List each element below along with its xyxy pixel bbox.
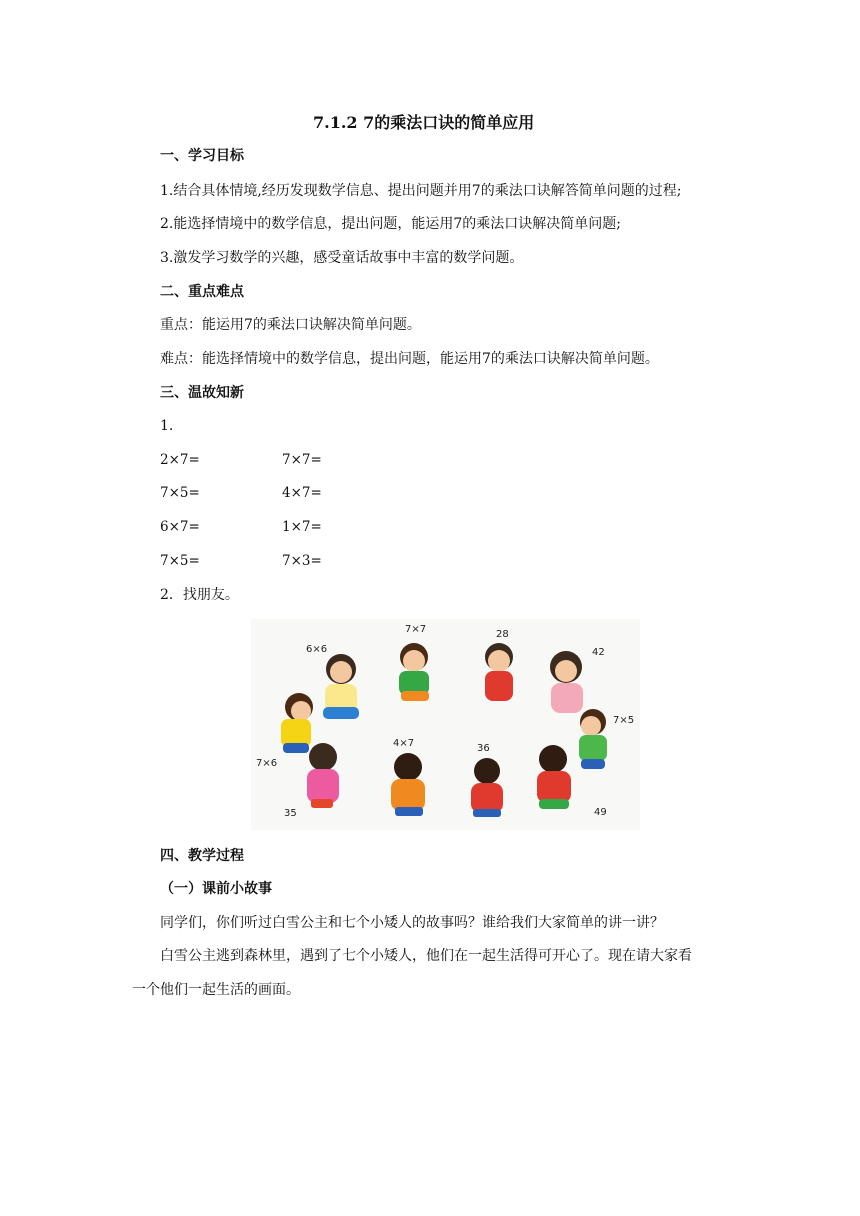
equation-left: 7×5= xyxy=(160,553,200,569)
picture-label: 4×7 xyxy=(393,738,415,749)
equation-right: 7×7= xyxy=(282,452,322,468)
review-question-2-label: 2．找朋友。 xyxy=(160,587,239,603)
picture-label: 6×6 xyxy=(306,644,328,655)
child-figure xyxy=(550,651,583,713)
picture-label: 42 xyxy=(592,647,605,658)
child-figure xyxy=(579,709,607,769)
objective-item-2: 2.能选择情境中的数学信息，提出问题，能运用7的乘法口诀解决简单问题; xyxy=(160,216,621,232)
review-question-1-label: 1. xyxy=(160,418,174,434)
picture-label: 7×7 xyxy=(405,624,427,635)
child-figure xyxy=(471,758,503,817)
section-heading-key-points: 二、重点难点 xyxy=(160,284,244,300)
child-figure xyxy=(281,693,313,753)
section-heading-objectives: 一、学习目标 xyxy=(160,148,244,164)
objective-item-3: 3.激发学习数学的兴趣，感受童话故事中丰富的数学问题。 xyxy=(160,250,524,266)
child-figure xyxy=(323,654,359,719)
picture-label: 28 xyxy=(496,629,509,640)
child-figure xyxy=(391,753,425,816)
equation-left: 2×7= xyxy=(160,452,200,468)
child-figure xyxy=(399,643,429,701)
picture-label: 7×6 xyxy=(256,758,278,769)
key-point-text: 重点：能运用7的乘法口诀解决简单问题。 xyxy=(160,317,421,333)
find-friends-illustration xyxy=(251,619,640,830)
picture-label: 36 xyxy=(477,743,490,754)
section-heading-review: 三、温故知新 xyxy=(160,385,244,401)
children-figures xyxy=(251,619,640,830)
story-paragraph-2-line-1: 白雪公主逃到森林里，遇到了七个小矮人，他们在一起生活得可开心了。现在请大家看 xyxy=(160,948,692,964)
equation-left: 7×5= xyxy=(160,485,200,501)
equation-right: 7×3= xyxy=(282,553,322,569)
story-paragraph-2-line-2: 一个他们一起生活的画面。 xyxy=(132,982,300,998)
document-title: 7.1.2 7的乘法口诀的简单应用 xyxy=(313,113,535,132)
section-heading-teaching-process: 四、教学过程 xyxy=(160,848,244,864)
child-figure xyxy=(307,743,339,808)
picture-label: 49 xyxy=(594,807,607,818)
equation-right: 1×7= xyxy=(282,519,322,535)
difficulty-text: 难点：能选择情境中的数学信息，提出问题，能运用7的乘法口诀解决简单问题。 xyxy=(160,351,659,367)
equation-right: 4×7= xyxy=(282,485,322,501)
child-figure xyxy=(485,643,513,701)
picture-label: 7×5 xyxy=(613,715,635,726)
story-paragraph-1: 同学们，你们听过白雪公主和七个小矮人的故事吗？谁给我们大家简单的讲一讲？ xyxy=(160,915,664,931)
child-figure xyxy=(537,745,571,809)
equation-left: 6×7= xyxy=(160,519,200,535)
subsection-heading-story: （一）课前小故事 xyxy=(160,881,272,897)
picture-label: 35 xyxy=(284,808,297,819)
objective-item-1: 1.结合具体情境,经历发现数学信息、提出问题并用7的乘法口诀解答简单问题的过程; xyxy=(160,183,682,199)
